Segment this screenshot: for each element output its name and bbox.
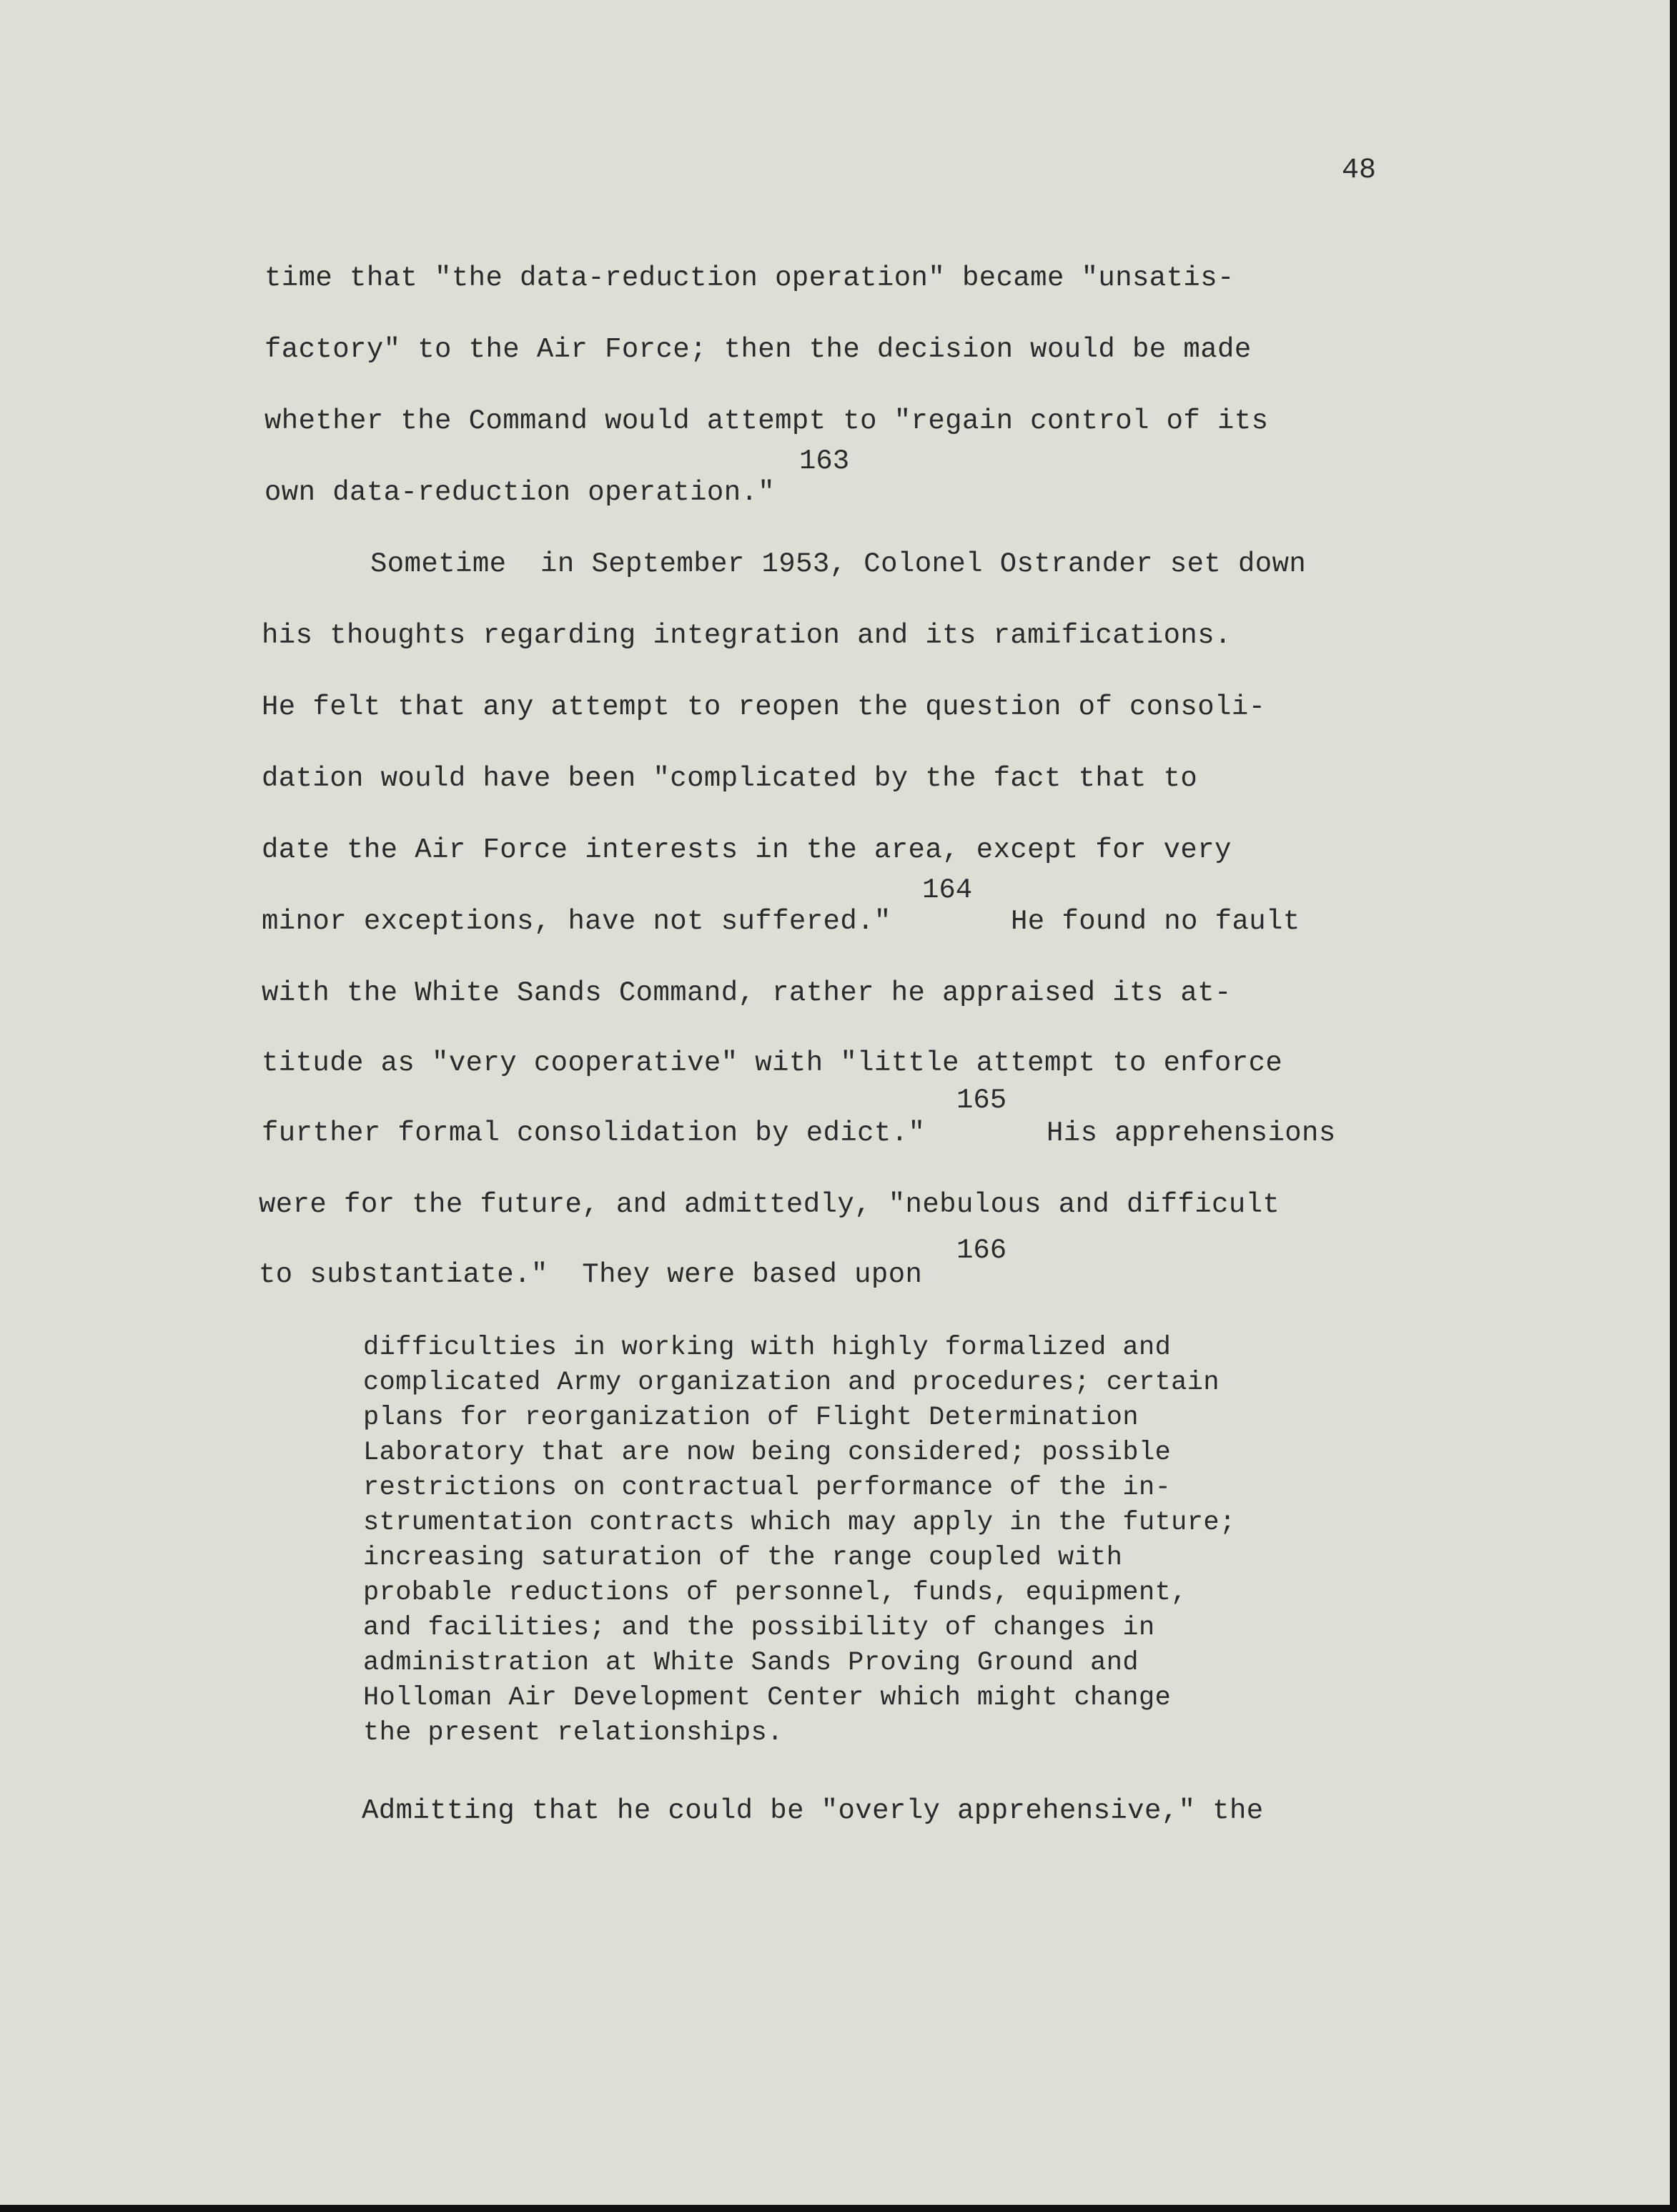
text-line: own data-reduction operation." — [264, 477, 776, 508]
text-line: his thoughts regarding integration and its ramifications. — [262, 620, 1232, 651]
footnote-163: 163 — [799, 445, 850, 477]
footnote-165: 165 — [956, 1085, 1007, 1116]
quote-line: difficulties in working with highly formalized and — [363, 1333, 1172, 1363]
text-line: factory" to the Air Force; then the decision would be made — [264, 334, 1252, 365]
text-line: He found no fault — [1011, 906, 1300, 937]
text-line: He felt that any attempt to reopen the question of consoli- — [262, 691, 1266, 723]
quote-line: probable reductions of personnel, funds, equipment, — [363, 1578, 1187, 1608]
quote-line: restrictions on contractual performance of the in- — [363, 1473, 1172, 1503]
scan-border-right — [1670, 0, 1677, 2212]
text-line: Sometime in September 1953, Colonel Ostrander set down — [370, 548, 1307, 580]
quote-line: and facilities; and the possibility of changes in — [363, 1613, 1155, 1643]
text-line: minor exceptions, have not suffered." — [262, 906, 891, 937]
quote-line: administration at White Sands Proving Ground and — [363, 1648, 1139, 1678]
text-line: His apprehensions — [1047, 1117, 1336, 1149]
text-line: time that "the data-reduction operation" became "unsatis- — [264, 262, 1235, 294]
text-line: were for the future, and admittedly, "nebulous and difficult — [259, 1189, 1280, 1220]
quote-line: Laboratory that are now being considered; possible — [363, 1438, 1172, 1468]
quote-line: increasing saturation of the range coupled with — [363, 1543, 1123, 1573]
quote-line: complicated Army organization and procedures; certain — [363, 1368, 1220, 1398]
footnote-166: 166 — [956, 1235, 1007, 1266]
page-number: 48 — [1342, 154, 1377, 187]
quote-line: plans for reorganization of Flight Determination — [363, 1403, 1139, 1433]
quote-line: the present relationships. — [363, 1718, 783, 1748]
text-line: whether the Command would attempt to "regain control of its — [264, 405, 1269, 437]
text-line: dation would have been "complicated by the fact that to — [262, 763, 1198, 794]
text-line: with the White Sands Command, rather he appraised its at- — [262, 977, 1232, 1009]
footnote-164: 164 — [922, 874, 973, 906]
text-line: to substantiate." They were based upon — [259, 1259, 923, 1290]
scan-border-bottom — [0, 2205, 1677, 2212]
quote-line: Holloman Air Development Center which might change — [363, 1683, 1172, 1713]
text-line: titude as "very cooperative" with "little attempt to enforce — [262, 1047, 1283, 1079]
text-line: Admitting that he could be "overly apprehensive," the — [362, 1795, 1264, 1827]
text-line: date the Air Force interests in the area, except for very — [262, 834, 1232, 866]
quote-line: strumentation contracts which may apply in the future; — [363, 1508, 1236, 1538]
text-line: further formal consolidation by edict." — [262, 1117, 926, 1149]
